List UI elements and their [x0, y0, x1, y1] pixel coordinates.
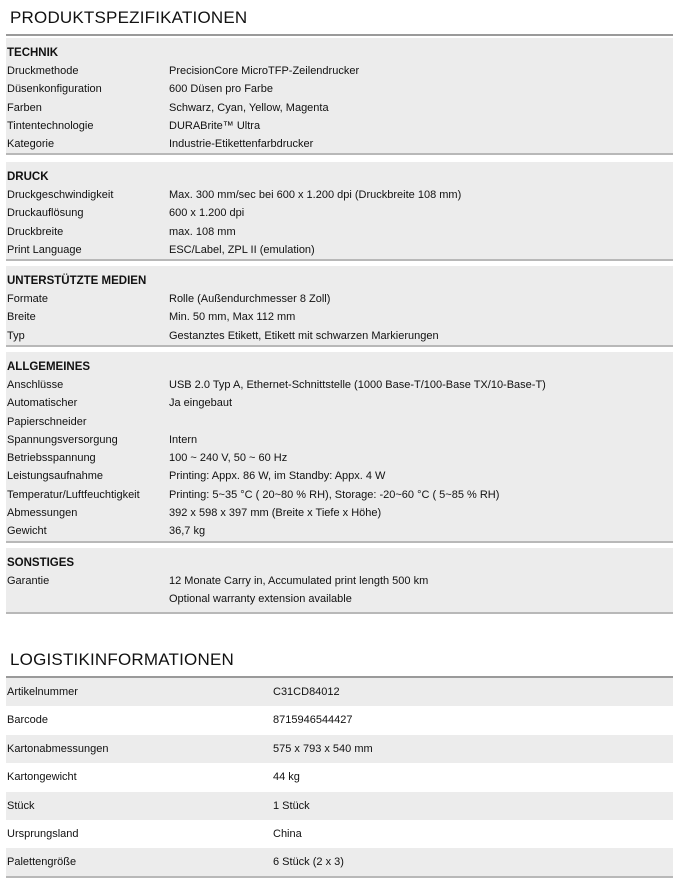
- spec-value: USB 2.0 Typ A, Ethernet-Schnittstelle (1000 Base-T/100-Base TX/10-Base-T): [169, 379, 546, 391]
- spec-section-technik: [6, 38, 673, 155]
- spec-row: [6, 486, 673, 504]
- spec-value: ESC/Label, ZPL II (emulation): [169, 243, 315, 256]
- spec-row: [6, 394, 673, 412]
- spec-label: Print Language: [7, 243, 82, 256]
- spec-value: 36,7 kg: [169, 525, 206, 538]
- spec-value: Printing: 5~35 °C ( 20~80 % RH), Storage: -20~60 °C ( 5~85 % RH): [169, 488, 500, 501]
- section-heading: DRUCK: [7, 171, 49, 183]
- spec-label: Betriebsspannung: [7, 452, 96, 465]
- spec-section-sonstiges: [6, 548, 673, 614]
- spec-value: Optional warranty extension available: [169, 593, 352, 606]
- spec-value: Min. 50 mm, Max 112 mm: [169, 311, 296, 324]
- spec-value: 600 x 1.200 dpi: [169, 207, 245, 220]
- spec-value: max. 108 mm: [169, 225, 236, 238]
- table-row: [6, 706, 673, 734]
- spec-section-allgemeines: [6, 352, 673, 543]
- spec-label: Leistungsaufnahme: [7, 470, 104, 483]
- spec-row: [6, 449, 673, 467]
- logistics-value: C31CD84012: [273, 686, 340, 698]
- logistics-label: Kartongewicht: [7, 771, 77, 784]
- spec-value: Ja eingebaut: [169, 397, 232, 410]
- section-heading: UNTERSTÜTZTE MEDIEN: [7, 275, 147, 287]
- spec-value: Industrie-Etikettenfarbdrucker: [169, 138, 314, 151]
- logistics-label: Palettengröße: [7, 856, 77, 869]
- spec-value: 600 Düsen pro Farbe: [169, 83, 273, 96]
- logistics-value: 575 x 793 x 540 mm: [273, 742, 373, 755]
- spec-value: 12 Monate Carry in, Accumulated print length 500 km: [169, 575, 429, 587]
- spec-label: Kategorie: [7, 138, 55, 151]
- section-heading: TECHNIK: [7, 47, 59, 59]
- logistics-value: China: [273, 827, 302, 840]
- spec-row: [6, 290, 673, 308]
- spec-value: 100 ~ 240 V, 50 ~ 60 Hz: [169, 452, 288, 465]
- spec-label: Typ: [7, 329, 25, 342]
- logistics-value: 8715946544427: [273, 714, 353, 727]
- spec-row: [6, 308, 673, 326]
- spec-row: [6, 186, 673, 204]
- spec-label: Düsenkonfiguration: [7, 83, 102, 96]
- logistics-bottom-rule: [6, 876, 673, 878]
- logistics-table: [6, 678, 673, 877]
- spec-value: 392 x 598 x 397 mm (Breite x Tiefe x Höhe): [169, 507, 382, 520]
- table-row: [6, 678, 673, 706]
- spec-row: [6, 572, 673, 590]
- logistics-title: LOGISTIKINFORMATIONEN: [10, 650, 234, 669]
- spec-row: [6, 467, 673, 485]
- logistics-value: 44 kg: [273, 771, 300, 784]
- spec-value: Gestanztes Etikett, Etikett mit schwarzen Markierungen: [169, 329, 439, 342]
- spec-label: Abmessungen: [7, 507, 78, 520]
- spec-row: [6, 590, 673, 612]
- spec-row: [6, 327, 673, 345]
- spec-label: Garantie: [7, 575, 50, 587]
- spec-label: Druckauflösung: [7, 207, 84, 220]
- spec-row: [6, 80, 673, 98]
- logistics-label: Stück: [7, 799, 35, 812]
- logistics-value: 1 Stück: [273, 799, 310, 812]
- spec-label: Gewicht: [7, 525, 47, 538]
- section-heading: ALLGEMEINES: [7, 361, 91, 373]
- spec-value: [169, 413, 673, 431]
- spec-label: Automatischer: [7, 397, 78, 410]
- table-row: [6, 848, 673, 876]
- spec-row: [6, 241, 673, 259]
- spec-row: [6, 117, 673, 135]
- spec-value: Max. 300 mm/sec bei 600 x 1.200 dpi (Druckbreite 108 mm): [169, 189, 462, 201]
- spec-label: Druckgeschwindigkeit: [7, 189, 114, 201]
- spec-label: [6, 590, 169, 612]
- logistics-label: Artikelnummer: [7, 686, 78, 698]
- spec-label: Tintentechnologie: [7, 119, 94, 132]
- spec-value: Schwarz, Cyan, Yellow, Magenta: [169, 101, 329, 114]
- spec-label: Papierschneider: [7, 415, 87, 428]
- spec-row: [6, 99, 673, 117]
- spec-row: [6, 522, 673, 540]
- spec-value: Printing: Appx. 86 W, im Standby: Appx. 4 W: [169, 470, 386, 483]
- spec-row: [6, 413, 673, 431]
- spec-label: Druckmethode: [7, 65, 79, 77]
- logistics-label: Barcode: [7, 714, 48, 727]
- spec-row: [6, 135, 673, 153]
- spec-row: [6, 376, 673, 394]
- spec-label: Anschlüsse: [7, 379, 64, 391]
- spec-label: Temperatur/Luftfeuchtigkeit: [7, 488, 140, 501]
- spec-value: PrecisionCore MicroTFP-Zeilendrucker: [169, 65, 360, 77]
- spec-label: Farben: [7, 101, 42, 114]
- spec-value: Rolle (Außendurchmesser 8 Zoll): [169, 293, 331, 305]
- table-row: [6, 763, 673, 791]
- spec-title-rule: [6, 34, 673, 36]
- spec-row: [6, 204, 673, 222]
- spec-row: [6, 223, 673, 241]
- spec-row: [6, 504, 673, 522]
- logistics-label: Kartonabmessungen: [7, 742, 109, 755]
- spec-section-medien: [6, 266, 673, 347]
- spec-row: [6, 431, 673, 449]
- table-row: [6, 820, 673, 848]
- spec-title: PRODUKTSPEZIFIKATIONEN: [10, 8, 248, 27]
- spec-label: Formate: [7, 293, 48, 305]
- spec-label: Druckbreite: [7, 225, 64, 238]
- spec-value: Intern: [169, 433, 198, 446]
- logistics-value: 6 Stück (2 x 3): [273, 856, 344, 869]
- logistics-label: Ursprungsland: [7, 827, 79, 840]
- spec-label: Spannungsversorgung: [7, 433, 118, 446]
- section-heading: SONSTIGES: [7, 557, 75, 569]
- spec-row: [6, 62, 673, 80]
- spec-section-druck: [6, 162, 673, 261]
- spec-value: DURABrite™ Ultra: [169, 119, 261, 132]
- table-row: [6, 792, 673, 820]
- spec-label: Breite: [7, 311, 36, 324]
- table-row: [6, 735, 673, 763]
